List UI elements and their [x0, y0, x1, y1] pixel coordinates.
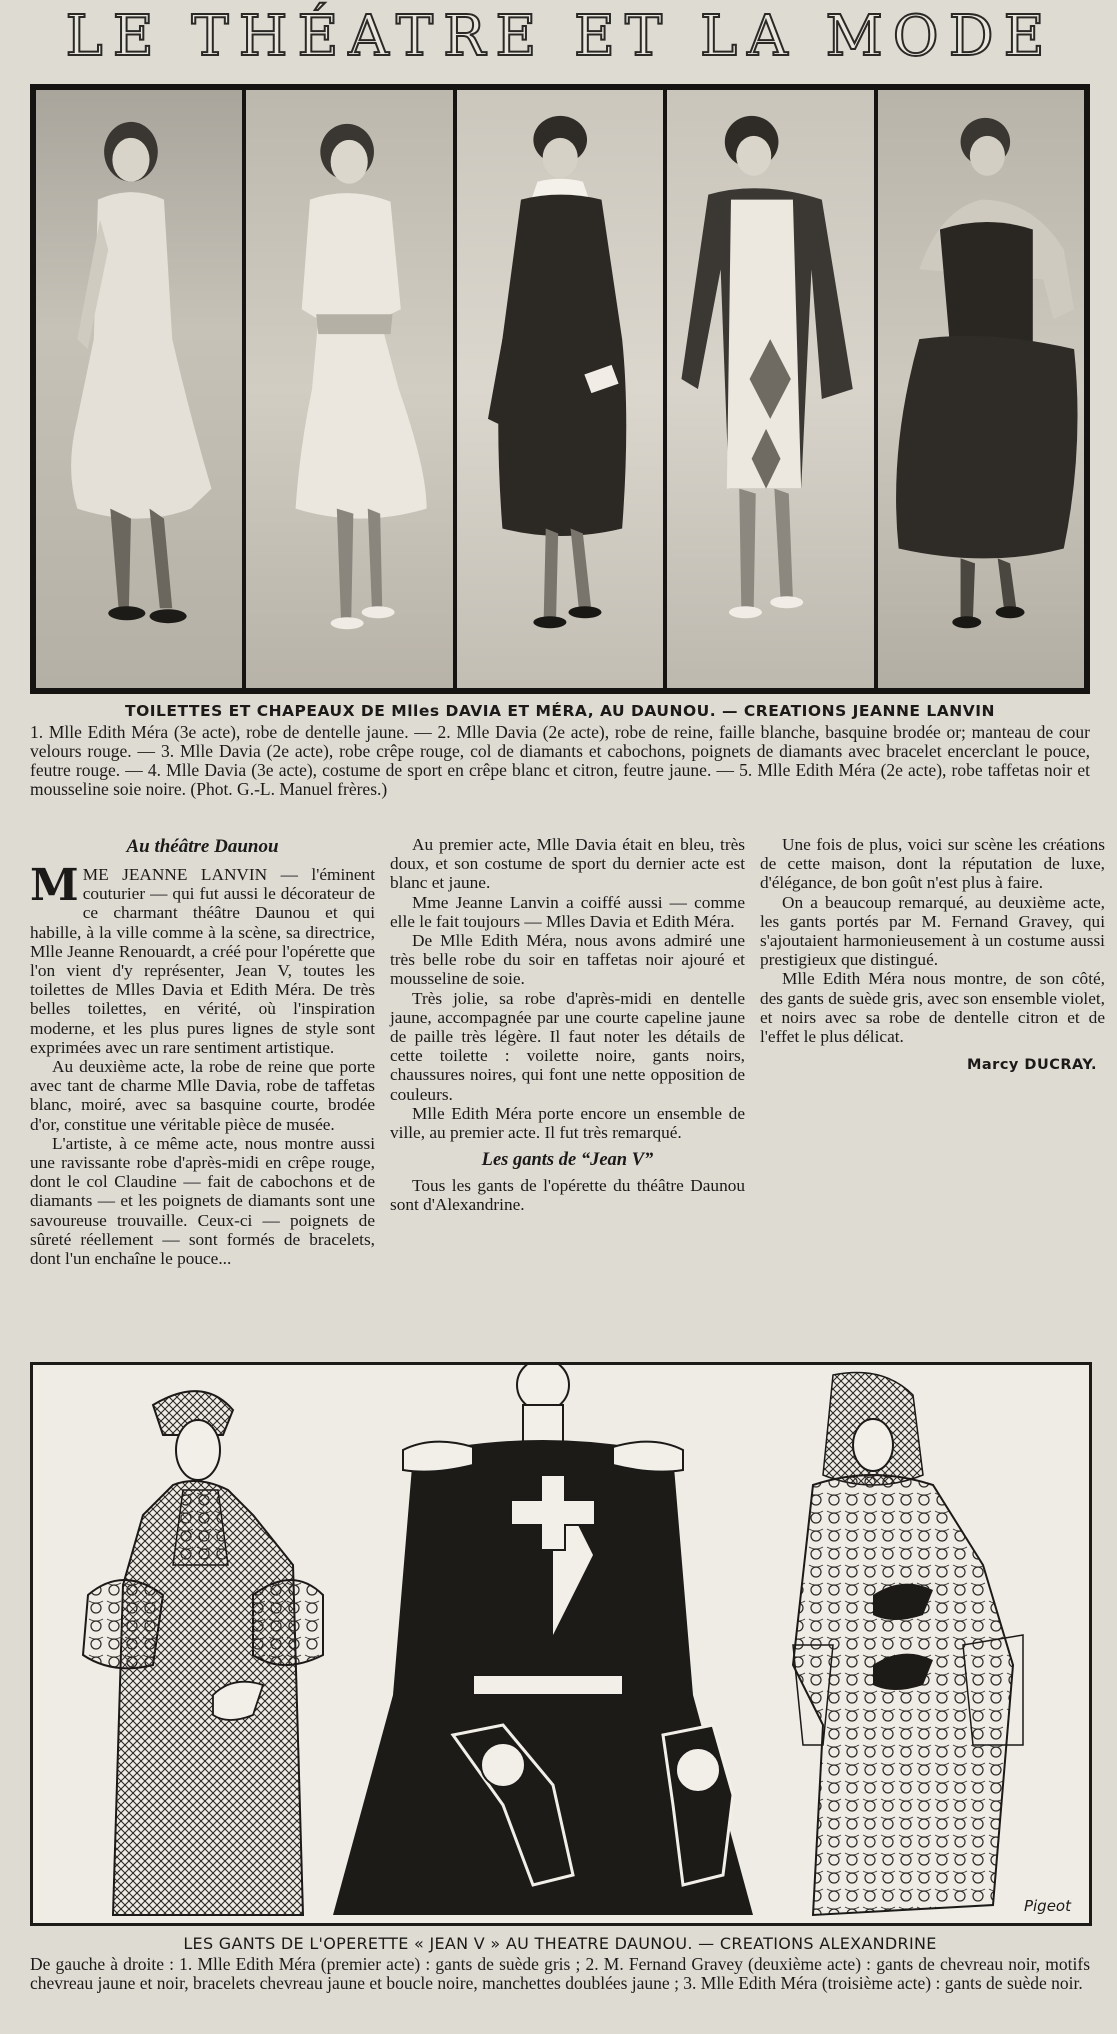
photo-5-edith-mera	[878, 90, 1084, 688]
page-headline: LE THÉATRE ET LA MODE	[65, 4, 1055, 69]
article-paragraph: L'artiste, à ce même acte, nous montre aussi une ravissante robe d'après-midi en crêpe rouge, dont le col Claudine — fait de cabochons et de diamants — et les poignets de diamants sont une savoureuse trouvaille. Ceux-ci — poignets de sûreté réellement — sont formés de bracelets, dont l'un enchaîne le pouce...	[30, 1133, 375, 1269]
illustration-drawing	[33, 1365, 1089, 1923]
illustration-caption-title: LES GANTS DE L'OPERETTE « JEAN V » AU THEATRE DAUNOU. — CREATIONS ALEXANDRINE	[183, 1934, 937, 1953]
article-paragraph: Très jolie, sa robe d'après-midi en dentelle jaune, accompagnée par une courte capeline jaune de paille très légère. Il faut noter les détails de cette toilette : voilette noire, gants noirs, chaussures noires, qui font une nette opposition de couleurs.	[390, 988, 745, 1104]
photo-4-davia	[667, 90, 873, 688]
gloves-illustration	[30, 1362, 1092, 1926]
article-paragraph: On a beaucoup remarqué, au deuxième acte, les gants portés par M. Fernand Gravey, qui s'ajoutaient harmonieusement à un costume aussi prestigieux que distingué.	[760, 892, 1105, 970]
paragraph-text: ME JEANNE LANVIN — l'éminent couturier — qui fut aussi le décorateur de ce charmant théâtre Daunou et qui habille, à la ville comme à la scène, sa directrice, Mlle Jeanne Renouardt, a créé pour l'opérette que l'on vient d'y représenter, Jean V, toutes les toilettes de Mlles Davia et Edith Méra. De très belles toilettes, en vérité, où l'inspiration moderne, et les plus pures lignes de style sont exprimées avec un rare sentiment artistique.	[30, 865, 375, 1057]
photo-1-edith-mera	[36, 90, 242, 688]
drop-cap: M	[30, 860, 79, 911]
author-signature: Marcy DUCRAY.	[966, 1057, 1097, 1074]
illustration-caption	[30, 1934, 1090, 1993]
article-column-1	[30, 835, 375, 1268]
article-paragraph: Mlle Edith Méra nous montre, de son côté, des gants de suède gris, avec son ensemble violet, et noirs avec sa robe de dentelle citron et de l'effet le plus délicat.	[760, 969, 1105, 1047]
article-paragraph: Au premier acte, Mlle Davia était en bleu, très doux, et son costume de sport du dernier acte est blanc et jaune.	[390, 835, 745, 893]
figure-1-edith-mera	[83, 1391, 323, 1915]
figure-2-fernand-gravey	[333, 1365, 753, 1915]
illustration-caption-body: De gauche à droite : 1. Mlle Edith Méra (premier acte) : gants de suède gris ; 2. M. Fernand Gravey (deuxième acte) : gants de chevreau noir, motifs chevreau jaune et noir, bracelets chevreau jaune et boucle noire, manchettes doublées jaune ; 3. Mlle Edith Méra (troisième acte) : gants de suède noir.	[30, 1954, 1090, 1993]
photo-caption-body: 1. Mlle Edith Méra (3e acte), robe de dentelle jaune. — 2. Mlle Davia (2e acte), robe de reine, faille blanche, basquine brodée or; manteau de cour velours rouge. — 3. Mlle Davia (2e acte), robe crêpe rouge, col de diamants et cabochons, poignets de diamants avec bracelet encerclant le pouce, feutre rouge. — 4. Mlle Davia (3e acte), costume de sport en crêpe blanc et citron, feutre jaune. — 5. Mlle Edith Méra (2e acte), robe taffetas noir et mousseline soie noire. (Phot. G.-L. Manuel frères.)	[30, 722, 1090, 799]
article-paragraph: De Mlle Edith Méra, nous avons admiré une très belle robe du soir en taffetas noir ajouré et mousseline de soie.	[390, 931, 745, 989]
photo-3-davia	[457, 90, 663, 688]
photo-caption-title: TOILETTES ET CHAPEAUX DE Mlles DAVIA ET MÉRA, AU DAUNOU. — CREATIONS JEANNE LANVIN	[125, 702, 995, 720]
article-paragraph	[30, 860, 375, 1057]
figure-3-edith-mera	[793, 1373, 1023, 1916]
article-column-2	[390, 835, 745, 1215]
photo-strip	[30, 84, 1090, 694]
photo-caption	[30, 702, 1090, 799]
article-paragraph: Tous les gants de l'opérette du théâtre Daunou sont d'Alexandrine.	[390, 1176, 745, 1215]
gloves-subheading: Les gants de “Jean V”	[481, 1150, 654, 1171]
article-paragraph: Mme Jeanne Lanvin a coiffé aussi — comme elle le fait toujours — Mlles Davia et Edith Méra.	[390, 892, 745, 931]
photo-2-davia	[246, 90, 452, 688]
artist-signature: Pigeot	[1023, 1897, 1071, 1915]
article-heading: Au théâtre Daunou	[126, 836, 279, 857]
article-paragraph: Une fois de plus, voici sur scène les créations de cette maison, dont la réputation de luxe, d'élégance, de bon goût n'est plus à faire.	[760, 835, 1105, 893]
article-column-3	[760, 835, 1105, 1075]
article-paragraph: Mlle Edith Méra porte encore un ensemble de ville, au premier acte. Il fut très remarqué.	[390, 1103, 745, 1143]
article-paragraph: Au deuxième acte, la robe de reine que porte avec tant de charme Mlle Davia, robe de taffetas blanc, moiré, avec sa basquine courte, brodée d'or, constitue une véritable pièce de musée.	[30, 1057, 375, 1134]
